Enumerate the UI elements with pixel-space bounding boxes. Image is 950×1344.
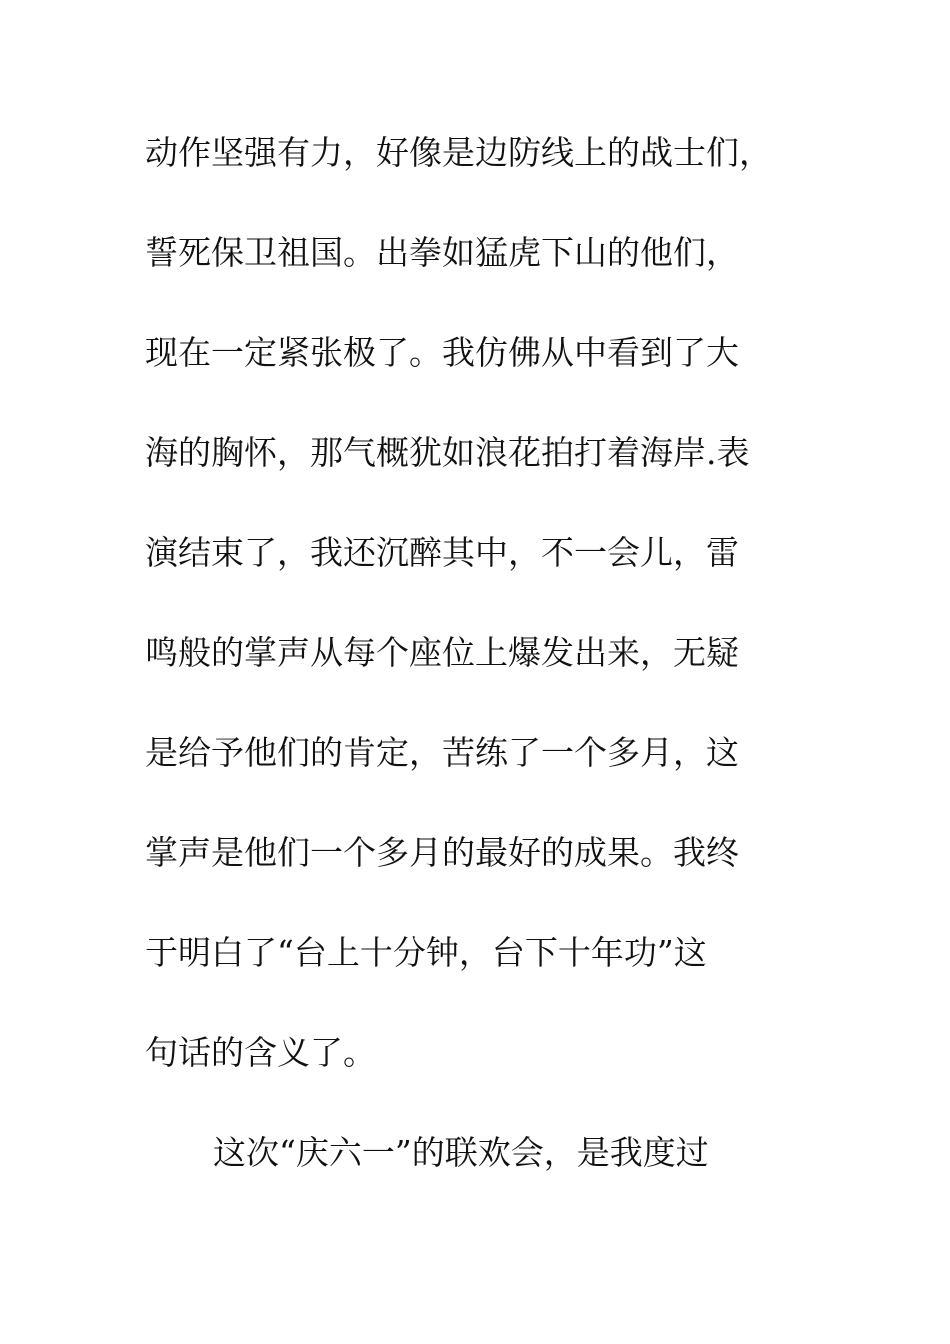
paragraph-1-line-10: 句话的含义了。	[145, 1033, 376, 1072]
paragraph-1-line-9: 于明白了“台上十分钟，台下十年功”这	[145, 933, 707, 972]
paragraph-1-line-4: 海的胸怀，那气概犹如浪花拍打着海岸.表	[145, 433, 750, 472]
paragraph-1-line-7: 是给予他们的肯定，苦练了一个多月，这	[145, 733, 739, 772]
paragraph-1-line-2: 誓死保卫祖国。出拳如猛虎下山的他们，	[145, 233, 739, 272]
paragraph-1-line-6: 鸣般的掌声从每个座位上爆发出来，无疑	[145, 633, 739, 672]
paragraph-1-line-5: 演结束了，我还沉醉其中，不一会儿，雷	[145, 533, 739, 572]
paragraph-2-line-1: 这次“庆六一”的联欢会，是我度过	[213, 1133, 709, 1172]
paragraph-1-line-1: 动作坚强有力，好像是边防线上的战士们，	[145, 133, 772, 172]
paragraph-1-line-8: 掌声是他们一个多月的最好的成果。我终	[145, 833, 739, 872]
paragraph-1-line-3: 现在一定紧张极了。我仿佛从中看到了大	[145, 333, 739, 372]
